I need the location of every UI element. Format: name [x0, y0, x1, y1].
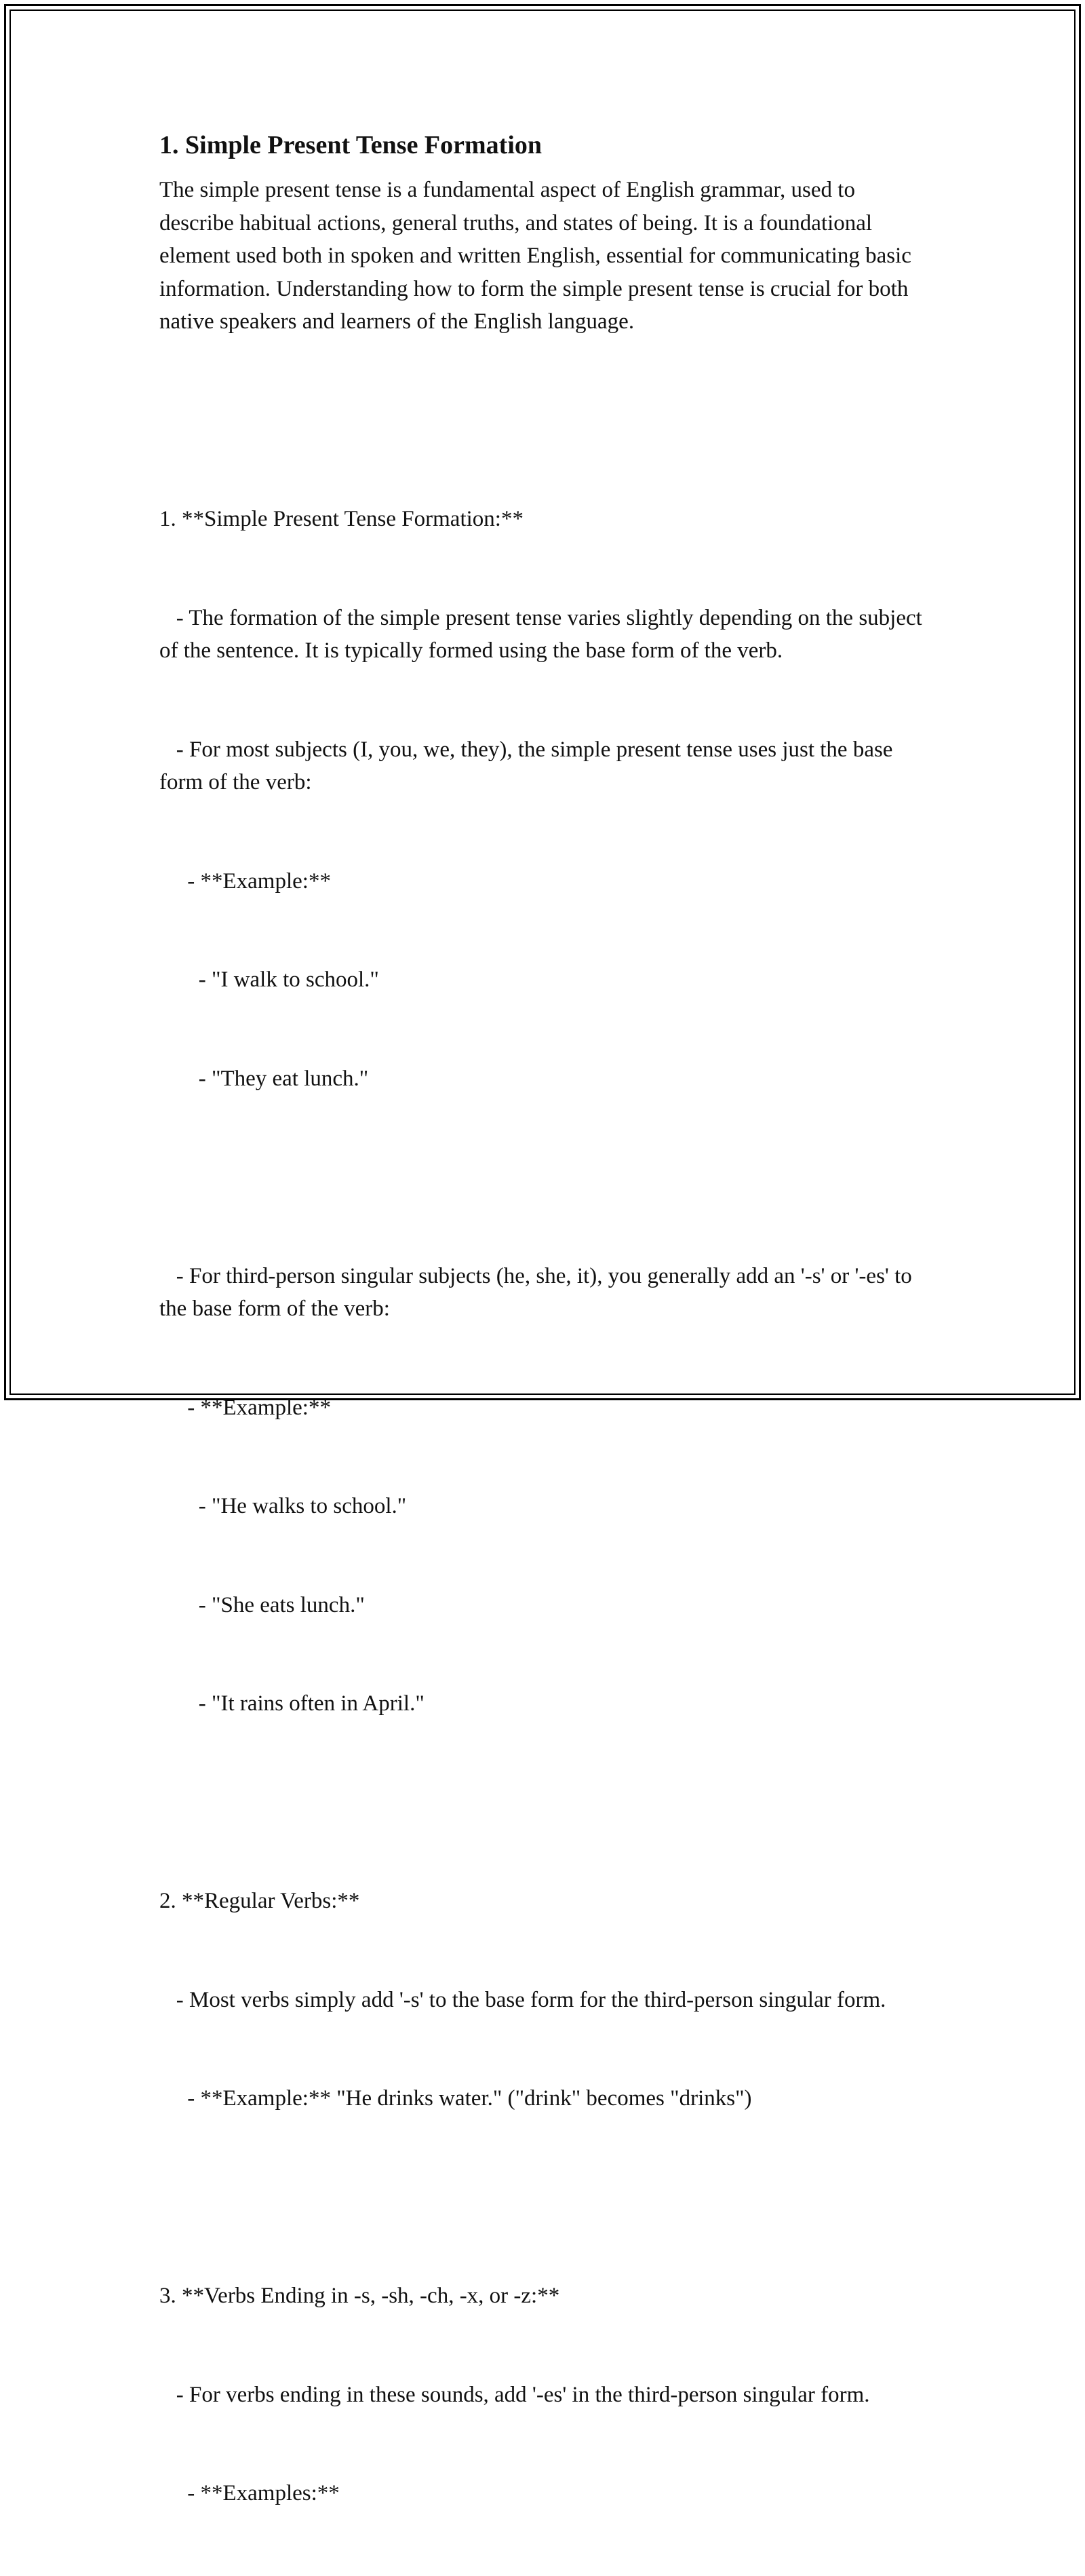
text-line: - **Example:** — [159, 1395, 331, 1420]
text-line: - **Example:** — [159, 868, 331, 893]
content-lines — [159, 339, 932, 2576]
text-line: - "I walk to school." — [159, 967, 379, 992]
text-line: - For most subjects (I, you, we, they), the simple present tense uses just the base form of the verb: — [159, 737, 899, 794]
text-line: 2. **Regular Verbs:** — [159, 1889, 360, 1913]
text-line — [159, 404, 932, 438]
text-line — [159, 1786, 932, 1820]
text-line: - **Examples:** — [159, 2481, 340, 2505]
text-line: - "She eats lunch." — [159, 1592, 365, 1617]
text-line: - For third-person singular subjects (he, she, it), you generally add an '-s' or '-es' to the base form of the verb: — [159, 1263, 918, 1321]
section-heading: 1. Simple Present Tense Formation — [159, 131, 542, 159]
text-line — [159, 2181, 932, 2214]
text-line: - For verbs ending in these sounds, add '-es' in the third-person singular form. — [159, 2382, 870, 2407]
text-line — [159, 1161, 932, 1194]
text-line: - "He walks to school." — [159, 1494, 407, 1518]
text-line: - **Example:** "He drinks water." ("drink" becomes "drinks") — [159, 2086, 752, 2111]
text-line: - Most verbs simply add '-s' to the base form for the third-person singular form. — [159, 1987, 886, 2012]
text-line: - "They eat lunch." — [159, 1066, 369, 1091]
text-line: 3. **Verbs Ending in -s, -sh, -ch, -x, or -z:** — [159, 2284, 560, 2308]
text-line: - "It rains often in April." — [159, 1691, 425, 1716]
intro-paragraph: The simple present tense is a fundamental aspect of English grammar, used to describe habitual actions, general truths, and states of being. It is a foundational element used both in spoken and written English, essential for communicating basic information. Understanding how to form the simple present tense is crucial for both native speakers and learners of the English language. — [159, 178, 911, 334]
document-body — [159, 126, 932, 2576]
text-line: - The formation of the simple present tense varies slightly depending on the subject of the sentence. It is typically formed using the base form of the verb. — [159, 605, 928, 663]
text-line: 1. **Simple Present Tense Formation:** — [159, 507, 524, 531]
